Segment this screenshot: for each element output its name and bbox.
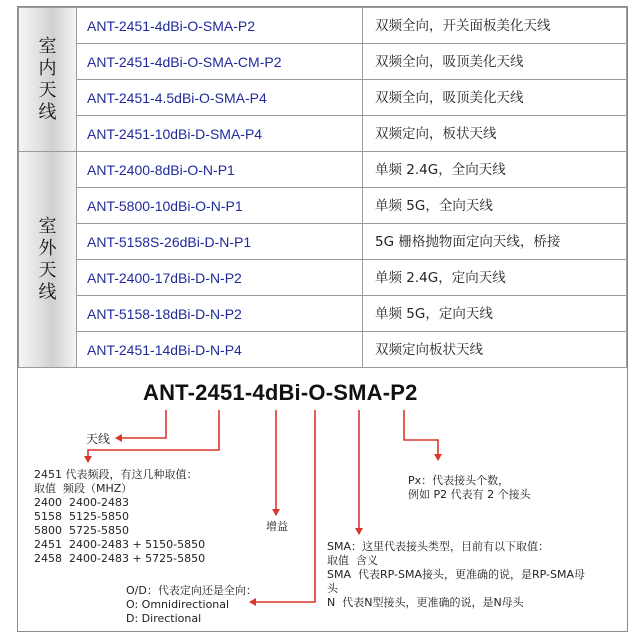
naming-legend: [18, 370, 627, 631]
od-omni: O: Omnidirectional: [126, 598, 230, 611]
legend-code: ANT-2451-4dBi-O-SMA-P2: [143, 380, 418, 405]
band-row: 2451 2400-2483 + 5150-5850: [34, 538, 206, 551]
desc-cell: 双频全向，开关面板美化天线: [363, 8, 627, 44]
model-cell: ANT-2451-4.5dBi-O-SMA-P4: [77, 80, 363, 116]
arrow-px: [404, 410, 438, 460]
band-row: 5800 5725-5850: [34, 524, 129, 537]
od-directional: D: Directional: [126, 612, 202, 625]
model-cell: ANT-2400-17dBi-D-N-P2: [77, 260, 363, 296]
gain-label: 增益: [266, 520, 288, 533]
desc-cell: 双频全向，吸顶美化天线: [363, 80, 627, 116]
connector-sma: SMA 代表RP-SMA接头，更准确的说，是RP-SMA母: [327, 568, 585, 581]
desc-cell: 双频定向板状天线: [363, 332, 627, 368]
model-cell: ANT-2451-14dBi-D-N-P4: [77, 332, 363, 368]
desc-cell: 5G 栅格抛物面定向天线，桥接: [363, 224, 627, 260]
desc-cell: 单频 5G，全向天线: [363, 188, 627, 224]
model-cell: ANT-2451-4dBi-O-SMA-P2: [77, 8, 363, 44]
model-cell: ANT-5158S-26dBi-D-N-P1: [77, 224, 363, 260]
arrow-od: [250, 410, 315, 602]
connector-header: 取值 含义: [327, 554, 378, 567]
model-cell: ANT-2451-10dBi-D-SMA-P4: [77, 116, 363, 152]
antenna-table: [18, 7, 627, 368]
model-cell: ANT-5800-10dBi-O-N-P1: [77, 188, 363, 224]
outdoor-group-cell: [19, 152, 77, 368]
band-row: 2458 2400-2483 + 5725-5850: [34, 552, 206, 565]
desc-cell: 双频全向，吸顶美化天线: [363, 44, 627, 80]
band-header: 取值 频段（MHZ）: [34, 482, 133, 495]
model-cell: ANT-2400-8dBi-O-N-P1: [77, 152, 363, 188]
band-row: 5158 5125-5850: [34, 510, 129, 523]
od-title: O/D：代表定向还是全向：: [126, 584, 257, 597]
px-title: Px：代表接头个数，: [408, 474, 510, 487]
desc-cell: 单频 2.4G，全向天线: [363, 152, 627, 188]
connector-sma-cont: 头: [327, 582, 338, 595]
band-title: 2451 代表频段，有这几种取值：: [34, 468, 198, 481]
desc-cell: 双频定向，板状天线: [363, 116, 627, 152]
antenna-label: 天线: [86, 432, 111, 446]
indoor-group-cell: [19, 8, 77, 152]
band-row: 2400 2400-2483: [34, 496, 129, 509]
model-cell: ANT-5158-18dBi-D-N-P2: [77, 296, 363, 332]
px-example: 例如 P2 代表有 2 个接头: [408, 488, 531, 501]
antenna-spec-panel: [17, 6, 628, 632]
indoor-group-label: 室内天线: [38, 35, 57, 123]
desc-cell: 单频 5G，定向天线: [363, 296, 627, 332]
model-cell: ANT-2451-4dBi-O-SMA-CM-P2: [77, 44, 363, 80]
desc-cell: 单频 2.4G，定向天线: [363, 260, 627, 296]
outdoor-group-label: 室外天线: [38, 215, 57, 303]
connector-n: N 代表N型接头，更准确的说，是N母头: [327, 596, 524, 609]
arrow-antenna: [116, 410, 166, 438]
connector-title: SMA：这里代表接头类型，目前有以下取值：: [327, 540, 549, 553]
